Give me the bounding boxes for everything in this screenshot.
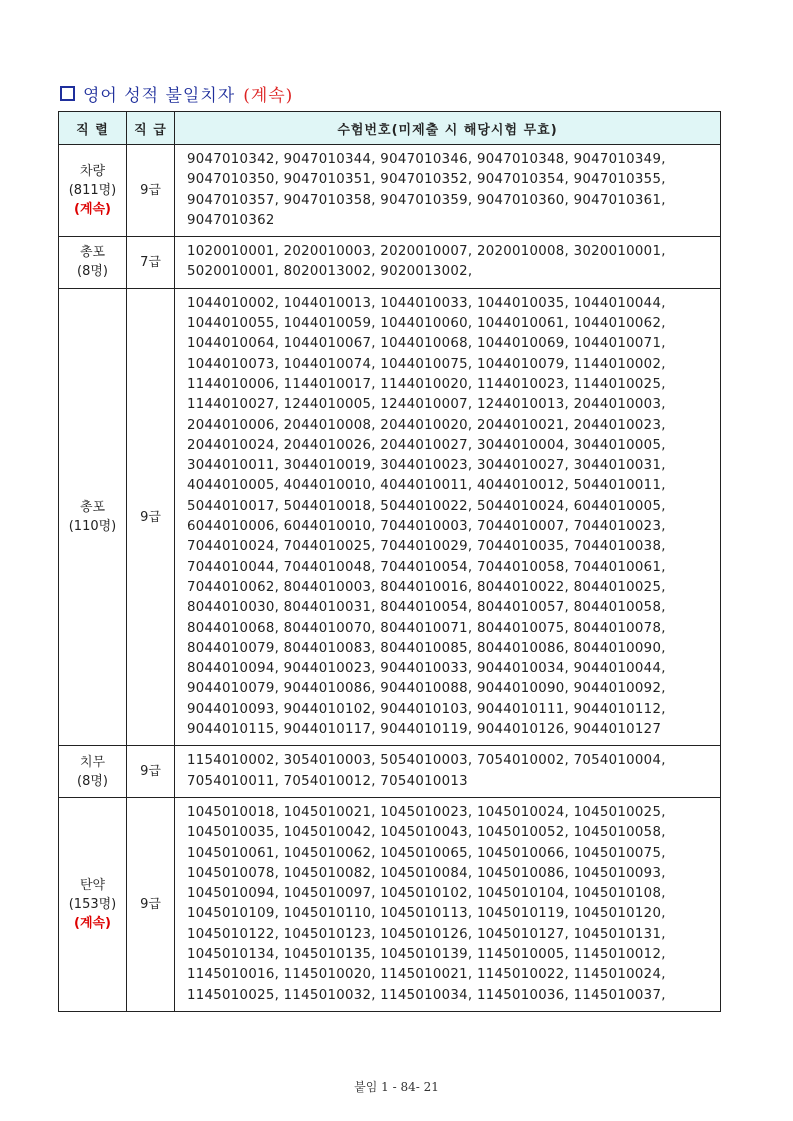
grade-cell: 9급 [127,746,175,798]
section-title-text: 영어 성적 불일치자 [83,85,236,106]
exam-number-line: 8044010079, 8044010083, 8044010085, 8044010086, 8044010090, [187,640,666,656]
exam-number-line: 1154010002, 3054010003, 5054010003, 7054010002, 7054010004, [187,753,666,769]
exam-number-line: 9047010342, 9047010344, 9047010346, 9047010348, 9047010349, [187,152,666,167]
exam-numbers-cell [175,288,721,746]
exam-number-line: 1045010122, 1045010123, 1045010126, 1045010127, 1045010131, [187,926,666,942]
field-cont: (계속) [74,915,111,931]
exam-number-line: 9047010362 [187,212,275,228]
exam-number-line: 1045010035, 1045010042, 1045010043, 1045010052, 1045010058, [187,825,666,841]
exam-number-line: 8044010030, 8044010031, 8044010054, 8044010057, 8044010058, [187,600,666,616]
field-field: 차량 [79,164,106,180]
exam-numbers-cell [175,746,721,798]
field-field: 총포 [79,245,106,261]
field-count: (110명) [68,519,117,535]
table-header-row [59,112,721,145]
exam-number-line: 3044010011, 3044010019, 3044010023, 3044010027, 3044010031, [187,458,666,474]
field-cell [59,797,127,1011]
exam-number-line: 4044010005, 4044010010, 4044010011, 4044010012, 5044010011, [187,478,666,494]
exam-number-line: 1145010016, 1145010020, 1145010021, 1145010022, 1145010024, [187,967,666,983]
exam-number-line: 8044010094, 9044010023, 9044010033, 9044010034, 9044010044, [187,661,666,677]
field-count: (8명) [77,773,108,789]
grade-cell: 9급 [127,797,175,1011]
grade-cell: 7급 [127,237,175,289]
table-row [59,237,721,289]
exam-number-line: 1045010078, 1045010082, 1045010084, 1045010086, 1045010093, [187,865,666,881]
header-grade: 직 급 [127,112,175,145]
exam-number-line: 1044010002, 1044010013, 1044010033, 1044010035, 1044010044, [187,295,666,311]
exam-number-line: 1144010027, 1244010005, 1244010007, 1244010013, 2044010003, [187,397,666,413]
exam-number-line: 1045010134, 1045010135, 1045010139, 1145010005, 1145010012, [187,946,666,962]
exam-number-line: 1044010055, 1044010059, 1044010060, 1044010061, 1044010062, [187,316,666,332]
field-field: 탄약 [79,877,106,893]
exam-number-line: 9047010357, 9047010358, 9047010359, 9047010360, 9047010361, [187,192,666,208]
field-cell [59,145,127,237]
section-title-continued: (계속) [243,85,294,106]
exam-number-line: 9047010350, 9047010351, 9047010352, 9047010354, 9047010355, [187,172,666,188]
field-field: 치무 [79,754,106,770]
exam-number-line: 7044010062, 8044010003, 8044010016, 8044010022, 8044010025, [187,579,666,595]
exam-number-line: 9044010093, 9044010102, 9044010103, 9044010111, 9044010112, [187,701,666,717]
checkbox-square-icon [60,86,75,101]
header-field: 직 렬 [59,112,127,145]
exam-number-line: 6044010006, 6044010010, 7044010003, 7044010007, 7044010023, [187,519,666,535]
exam-number-line: 5020010001, 8020013002, 9020013002, [187,264,473,280]
exam-number-line: 1045010061, 1045010062, 1045010065, 1045010066, 1045010075, [187,845,666,861]
exam-number-line: 7044010044, 7044010048, 7044010054, 7044010058, 7044010061, [187,559,666,575]
exam-number-line: 1045010018, 1045010021, 1045010023, 1045010024, 1045010025, [187,804,666,820]
exam-number-line: 5044010017, 5044010018, 5044010022, 5044010024, 6044010005, [187,498,666,514]
exam-number-line: 2044010024, 2044010026, 2044010027, 3044010004, 3044010005, [187,437,666,453]
mismatch-table [58,111,721,1012]
exam-number-line: 7044010024, 7044010025, 7044010029, 7044010035, 7044010038, [187,539,666,555]
table-row [59,746,721,798]
exam-number-line: 8044010068, 8044010070, 8044010071, 8044010075, 8044010078, [187,620,666,636]
field-count: (153명) [68,896,117,912]
table-row [59,797,721,1011]
field-cell [59,237,127,289]
field-count: (8명) [77,264,108,280]
exam-number-line: 9044010079, 9044010086, 9044010088, 9044010090, 9044010092, [187,681,666,697]
table-row [59,145,721,237]
field-cell [59,746,127,798]
exam-number-line: 1044010064, 1044010067, 1044010068, 1044010069, 1044010071, [187,336,666,352]
grade-cell: 9급 [127,288,175,746]
exam-number-line: 2044010006, 2044010008, 2044010020, 2044010021, 2044010023, [187,417,666,433]
section-title [60,80,293,106]
grade-cell: 9급 [127,145,175,237]
header-numbers: 수험번호(미제출 시 해당시험 무효) [175,112,721,145]
exam-number-line: 1145010025, 1145010032, 1145010034, 1145010036, 1145010037, [187,987,666,1003]
exam-number-line: 1044010073, 1044010074, 1044010075, 1044010079, 1144010002, [187,356,666,372]
exam-numbers-cell [175,797,721,1011]
exam-number-line: 9044010115, 9044010117, 9044010119, 9044010126, 9044010127 [187,722,662,738]
field-cell [59,288,127,746]
table-row [59,288,721,746]
exam-number-line: 1045010094, 1045010097, 1045010102, 1045010104, 1045010108, [187,886,666,902]
exam-number-line: 1020010001, 2020010003, 2020010007, 2020010008, 3020010001, [187,244,666,260]
field-count: (811명) [68,183,117,199]
field-field: 총포 [79,500,106,516]
exam-numbers-cell [175,237,721,289]
exam-number-line: 7054010011, 7054010012, 7054010013 [187,773,468,789]
page-footer: 붙임 1 - 84- 21 [354,1080,439,1094]
field-cont: (계속) [74,202,111,218]
exam-number-line: 1045010109, 1045010110, 1045010113, 1045010119, 1045010120, [187,906,666,922]
exam-numbers-cell [175,145,721,237]
exam-number-line: 1144010006, 1144010017, 1144010020, 1144010023, 1144010025, [187,376,666,392]
